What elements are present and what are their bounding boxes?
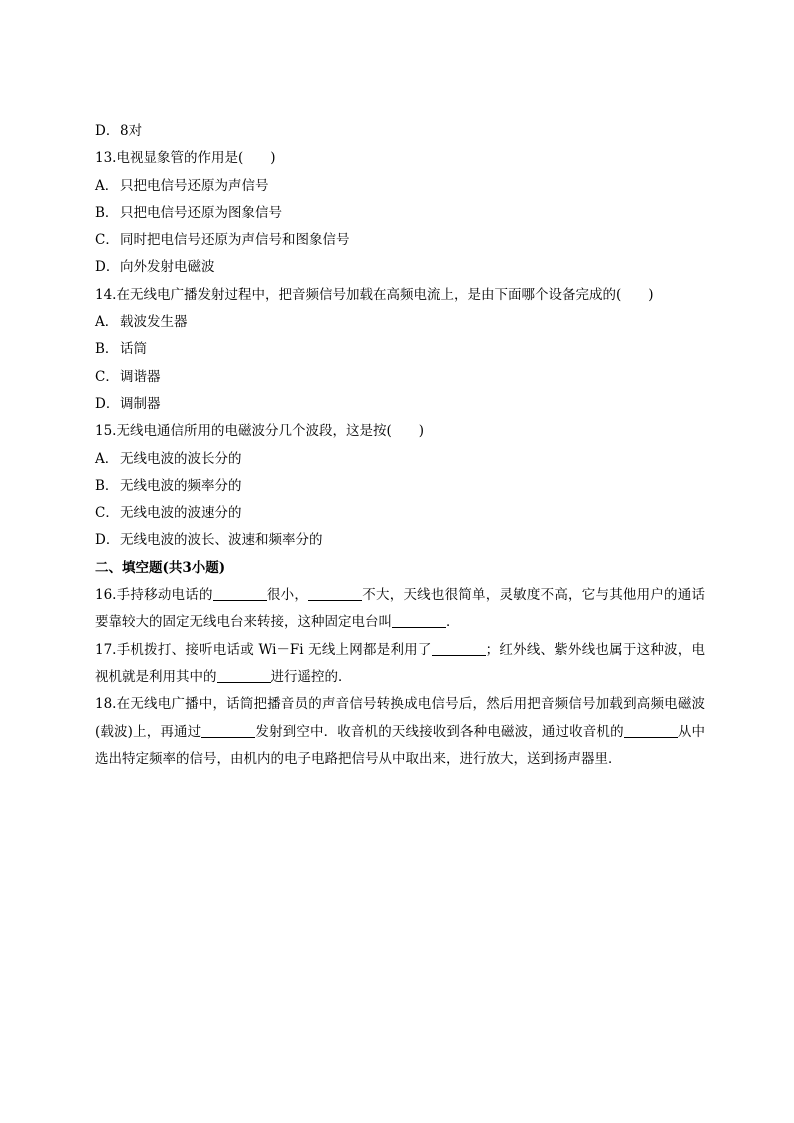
option-letter: B．	[95, 477, 119, 494]
option-letter: A．	[95, 177, 119, 194]
q13-option-b	[95, 200, 705, 227]
option-text: 载波发生器	[120, 314, 188, 331]
answer-blank	[217, 668, 271, 683]
q17-paragraph	[95, 637, 705, 692]
q16-text-2: 很小，	[266, 587, 309, 604]
option-letter: D．	[95, 532, 120, 549]
q14-stem: 14.在无线电广播发射过程中，把音频信号加载在高频电流上，是由下面哪个设备完成的( )	[95, 286, 654, 303]
q16-text-3: 不大，天线也很简单，灵敏度不高，它与其他用户的通话要靠较大的固定无线电台来转接，这种固定电台叫	[95, 587, 705, 631]
option-text: 调谐器	[120, 368, 161, 385]
option-text: 无线电波的波长、波速和频率分的	[120, 532, 323, 549]
answer-blank	[624, 723, 678, 738]
q17-text-3: 进行遥控的．	[270, 668, 352, 685]
q15-stem: 15.无线电通信所用的电磁波分几个波段，这是按( )	[95, 423, 425, 440]
option-text: 只把电信号还原为声信号	[120, 177, 269, 194]
option-text: 无线电波的波速分的	[120, 505, 242, 522]
q18-text-1: 18.在无线电广播中，话筒把播音员的声音信号转换成电信号后，然后用把音频信号加载到高频电磁波(载波)上，再通过	[95, 696, 705, 740]
option-letter: C．	[95, 232, 119, 249]
q17-text-1: 17.手机拨打、接听电话或 Wi－Fi 无线上网都是利用了	[95, 641, 432, 658]
q14-option-c	[95, 364, 705, 391]
q14-option-d	[95, 391, 705, 418]
option-text: 只把电信号还原为图象信号	[120, 204, 282, 221]
q16-text-1: 16.手持移动电话的	[95, 587, 213, 604]
q15-option-a	[95, 446, 705, 473]
q18-paragraph	[95, 691, 705, 773]
q15-option-d	[95, 527, 705, 554]
q16-paragraph	[95, 582, 705, 637]
option-letter: B．	[95, 204, 119, 221]
answer-blank	[201, 723, 255, 738]
option-text: 无线电波的频率分的	[120, 477, 242, 494]
option-text: 无线电波的波长分的	[120, 450, 242, 467]
option-text: 8对	[120, 123, 143, 139]
q17-text-2: ；红外线、紫外线也属于这种波，电视机就是利用其中的	[95, 641, 706, 685]
option-letter: A．	[95, 314, 119, 331]
q16-text-4: ．	[446, 614, 460, 631]
option-text: 同时把电信号还原为声信号和图象信号	[120, 232, 350, 249]
q12-option-d	[95, 118, 705, 145]
answer-blank	[432, 641, 486, 656]
answer-blank	[213, 586, 267, 601]
q13-stem: 13.电视显象管的作用是( )	[95, 150, 276, 167]
answer-blank	[308, 586, 362, 601]
q13-option-a	[95, 173, 705, 200]
option-letter: D．	[95, 123, 120, 139]
option-letter: D．	[95, 395, 120, 412]
q14-option-a	[95, 309, 705, 336]
q15-option-b	[95, 473, 705, 500]
q14-option-b	[95, 336, 705, 363]
option-text: 调制器	[120, 395, 161, 412]
option-letter: C．	[95, 505, 119, 522]
q13-option-d	[95, 254, 705, 281]
q13-option-c	[95, 227, 705, 254]
exam-page	[95, 118, 705, 773]
section-heading-fill-in: 二、填空题(共3小题)	[95, 559, 226, 576]
answer-blank	[392, 613, 446, 628]
q15-option-c	[95, 500, 705, 527]
q18-text-2: 发射到空中．收音机的天线接收到各种电磁波，通过收音机的	[255, 723, 624, 740]
option-letter: A．	[95, 450, 119, 467]
option-letter: B．	[95, 341, 119, 358]
option-text: 向外发射电磁波	[120, 259, 215, 276]
option-letter: D．	[95, 259, 120, 276]
q18-text-3: 从中选出特定频率的信号，由机内的电子电路把信号从中取出来，进行放大，送到扬声器里．	[95, 723, 705, 767]
option-text: 话筒	[120, 341, 147, 358]
option-letter: C．	[95, 368, 119, 385]
